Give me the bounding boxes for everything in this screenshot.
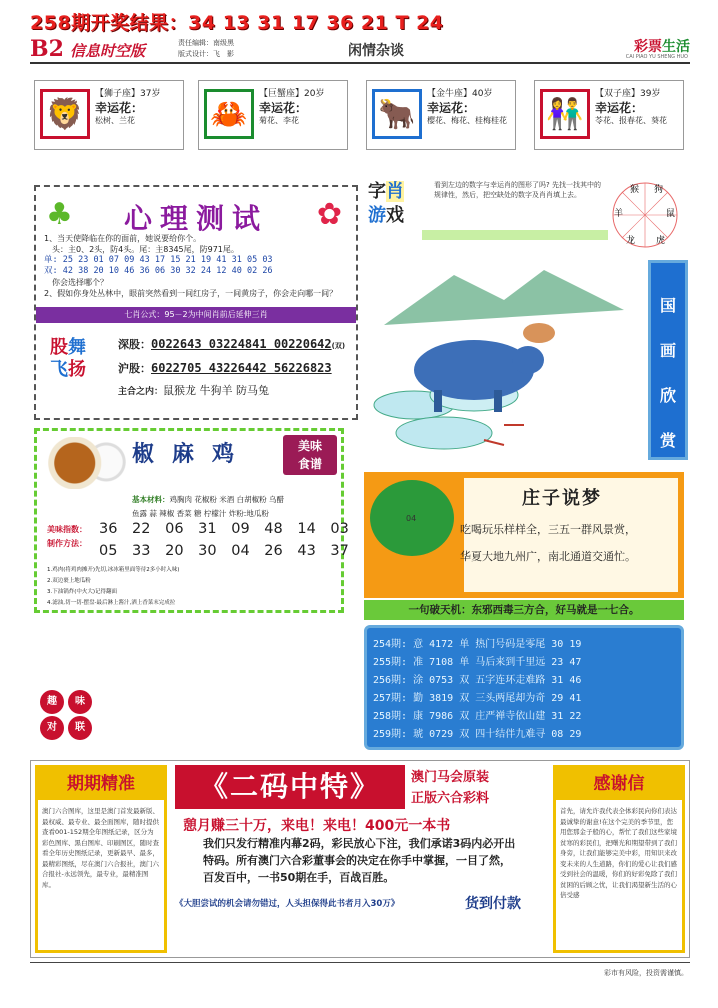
right-text: 首先，请允许我代表全体彩民向你们表达最诚挚的谢意!在这个完美的季节里，您用您那金子般的心，帮忙了我们这些家境贫寒的彩民们，把曙光和期望带到了我们身旁，让我们能够完美中彩，用知识来改变未来的人生道路，你们的爱心让我们感受到社会的温暖，你们的好彩免除了我们贫困的后顾之忧，让我们渴望新生活的心倍受感: [560, 807, 677, 899]
zhuangzi-number: 04: [406, 514, 417, 523]
recipe-steps: 1.鸡肉(将鸡肉摊开)先切,冰冰箱里面等待2多小时入味) 2.双边裹上地瓜粉 3.下油锅炸(中火大)记得翻面 4.滤油,切一切-摆盘-最后淋上酱汁,洒上香菜末完成拉: [47, 567, 180, 606]
page-code: B2: [30, 36, 64, 62]
recipe-labels: 美味指数： 制作方法：: [47, 525, 87, 548]
zodiac-card: 🦁 【狮子座】37岁 幸运花： 松树、兰花: [34, 80, 184, 150]
psychology-title: 心理测试: [123, 202, 268, 235]
wheel-monkey: 猴: [630, 185, 640, 195]
psychology-questions: 1、当天使降临在你的面前，她说要给你个。 头：主0、2头，防4头。尾：主8345尾，防971尾。 单: 25 23 01 07 09 43 17 15 21 19 41 31 05 03 双: 42 38 20 10 46 36 06 30 32 24 12 40 02 26 你会选择哪个？ 2、假如你身处丛林中，眼前突然看到一间红房子，一间黄房子，你会走向哪一间？: [44, 233, 350, 299]
zodiac-card: 👫 【双子座】39岁 幸运花： 苓花、报春花、葵花: [534, 80, 684, 150]
cash-on-delivery: 货到付款: [465, 896, 521, 912]
recipe-title: 椒麻鸡: [132, 442, 253, 467]
page-header: [30, 36, 690, 64]
game-desc: 看到左边的数字与幸运肖的图形了吗? 先找一找其中的规律性，然后，把空缺处的数字及肖肖填上去。: [434, 181, 601, 199]
right-title: 感谢信: [556, 768, 682, 800]
page-title: 信息时空版: [70, 42, 146, 60]
ad-footnote: 《大胆尝试的机会请勿错过，人头担保得此书者月入30万》: [175, 899, 400, 909]
results-banner: 258期开奖结果：34 13 31 17 36 21 T 24: [30, 12, 444, 34]
bottom-ad: [30, 760, 690, 958]
game-strip: [422, 230, 608, 240]
number-row-even: 双: 42 38 20 10 46 36 06 30 32 24 12 40 02 26: [44, 266, 273, 276]
ad-side: 澳门马会原装 正版六合彩料: [411, 770, 490, 806]
recipe-box: [34, 428, 349, 613]
boar-painting-svg: [364, 255, 644, 465]
zhuangzi-poem: 吃喝玩乐样样全，三五一群风景赏， 华夏大地九州广，南北通道交通忙。: [460, 523, 636, 563]
psychology-test: [34, 185, 358, 420]
wheel-tiger: 虎: [656, 236, 666, 246]
left-column: [35, 765, 167, 953]
ad-body: 我们只发行精准内幕2码，彩民放心下注，我们承诺3码内必开出特码。所有澳门六合彩董事会的决定在你手中掌握，一目了然，百发百中，一书50期在手，百战百胜。: [203, 837, 516, 884]
logo-tail: 生活: [662, 39, 690, 55]
flower-icon: ✿: [316, 197, 342, 232]
footer-divider: [30, 962, 690, 963]
wheel-dragon: 龙: [626, 236, 636, 246]
word-game: [364, 180, 608, 250]
history-row: 258期: 康 7986 双 庄严禅寺依山建 31 22: [373, 711, 582, 722]
history-row: 259期: 琥 0729 双 四十结伴九难寻 08 29: [373, 729, 582, 740]
zhuangzi-box: [364, 472, 684, 598]
right-column: [553, 765, 685, 953]
formula-band: 七肖公式：95－2为中间肖前后延伸三肖: [36, 307, 356, 323]
fun-couplet-badge: 趣 味 对 联: [40, 690, 94, 740]
logo-subtitle: CAI PIAO YU SHENG HUO: [625, 54, 688, 60]
history-row: 254期: 意 4172 单 热门号码是零尾 30 19: [373, 639, 582, 650]
history-table: [364, 625, 684, 750]
painting-image: [364, 255, 644, 465]
history-row: 255期: 准 7108 单 马后来到千里远 23 47: [373, 657, 582, 668]
zodiac-wheel: [610, 180, 680, 250]
left-text: 澳门六合图库，这里是澳门首发最新版、最权威、最专业、最全面图库，随时提供查看001-152期全年图纸记录，区分为彩色图库、黑白图库、印刷图区，随时查看全年历史图纸记录，更新最早、最多，最精彩图纸，尽在澳门六合报社，澳门六合报社-永远领先，最专业，最精准图库。: [42, 807, 159, 889]
wheel-svg: [610, 180, 680, 250]
stock-logo: 股舞 飞扬: [50, 337, 86, 380]
center-ad: [175, 765, 547, 953]
stock-codes: 深股：0022643 03224841 00220642(双) 沪股：6022705 43226442 56226823 主合之内：鼠猴龙 牛狗羊 防马兔: [118, 337, 346, 397]
zodiac-card: 🦀 【巨蟹座】20岁 幸运花： 菊花、李花: [198, 80, 348, 150]
twins-icon: 👫: [540, 89, 590, 139]
brand-logo: 彩票生活: [634, 39, 690, 55]
left-title: 期期精准: [38, 768, 164, 800]
dish-image: [45, 437, 130, 489]
editor-credits: 责任编辑：南级黑 版式设计：飞 影: [178, 39, 234, 58]
recipe-badge: 美味 食谱: [283, 435, 337, 475]
zodiac-card: 🐂 【金牛座】40岁 幸运花： 樱花、梅花、桂梅桂花: [366, 80, 516, 150]
riddle-bar: 一句破天机：东邪西毒三方合，好马就是一七合。: [364, 600, 684, 620]
history-row: 256期: 涂 0753 双 五字连环走难路 31 46: [373, 675, 582, 686]
history-row: 257期: 勤 3819 双 三头两尾却为奇 29 41: [373, 693, 582, 704]
zhuangzi-title: 庄子说梦: [522, 488, 602, 509]
painting-label: 国 画 欣 赏: [648, 260, 688, 460]
clover-icon: ♣: [46, 197, 73, 232]
ad-slogan: 憩月赚三十万，来电！来电！400元一本书: [183, 818, 451, 834]
recipe-numbers: 36 22 06 31 09 48 14 03 05 33 20 30 04 26 43 37: [99, 521, 349, 559]
wheel-goat: 羊: [614, 209, 624, 219]
disclaimer: 彩市有风险，投资需谨慎。: [604, 969, 688, 977]
wheel-dog: 狗: [654, 185, 664, 195]
crab-icon: 🦀: [204, 89, 254, 139]
bull-icon: 🐂: [372, 89, 422, 139]
section-title: 闲情杂谈: [348, 43, 404, 59]
game-title: 字肖 游戏: [368, 181, 404, 226]
ad-headline: 《二码中特》: [175, 765, 405, 809]
number-row-odd: 单: 25 23 01 07 09 43 17 15 21 19 41 31 05 03: [44, 255, 273, 265]
recipe-materials: 基本材料：鸡胸肉 花椒粉 米酒 白胡椒粉 乌醋 鱼露 蒜 辣椒 香菜 糖 柠檬汁 炸粉:地瓜粉: [132, 495, 285, 518]
wheel-rat: 鼠: [666, 209, 676, 219]
lion-icon: 🦁: [40, 89, 90, 139]
